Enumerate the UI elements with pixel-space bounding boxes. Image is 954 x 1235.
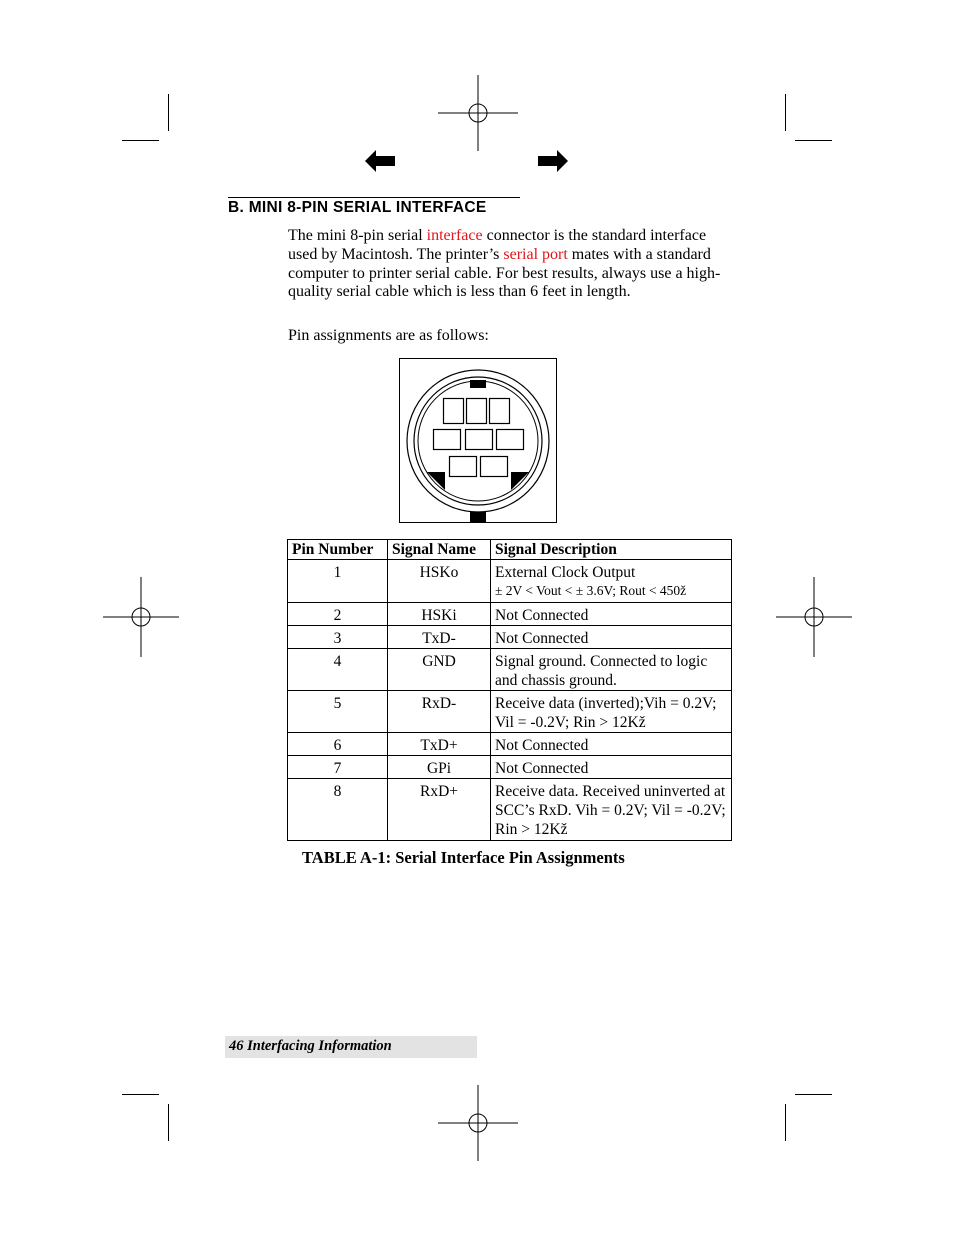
registration-mark — [101, 577, 181, 657]
description-note: ± 2V < Vout < ± 3.6V; Rout < 450ž — [495, 583, 687, 598]
signal-description: Not Connected — [491, 756, 732, 779]
signal-description: Signal ground. Connected to logic and chassis ground. — [491, 649, 732, 691]
signal-description: Not Connected — [491, 603, 732, 626]
table-row — [288, 560, 732, 603]
signal-description: Not Connected — [491, 733, 732, 756]
signal-name: TxD- — [388, 626, 491, 649]
pin-number: 5 — [288, 691, 388, 733]
crop-mark — [785, 94, 786, 131]
crop-mark — [168, 1104, 169, 1141]
table-row — [288, 626, 732, 649]
section-rule — [228, 197, 520, 198]
header-signal-description: Signal Description — [491, 540, 732, 560]
right-arrow-icon[interactable] — [538, 150, 568, 172]
registration-mark — [438, 1083, 518, 1163]
signal-name: RxD+ — [388, 779, 491, 841]
pin-number: 4 — [288, 649, 388, 691]
header-signal-name: Signal Name — [388, 540, 491, 560]
pin-number: 8 — [288, 779, 388, 841]
intro-text: mates with a standard computer to printer serial cable. For best results, always use a high-quality serial cable which is less than 6 feet in length. — [288, 245, 721, 301]
crop-mark — [122, 1094, 159, 1095]
table-header-row — [288, 540, 732, 560]
description-text: External Clock Output — [495, 564, 636, 581]
table-caption: TABLE A-1: Serial Interface Pin Assignments — [302, 848, 625, 867]
crop-mark — [168, 94, 169, 131]
crop-mark — [785, 1104, 786, 1141]
registration-mark — [438, 73, 518, 153]
table-row — [288, 603, 732, 626]
interface-link[interactable]: interface — [426, 227, 483, 244]
signal-name: HSKi — [388, 603, 491, 626]
crop-mark — [795, 140, 832, 141]
registration-mark — [774, 577, 854, 657]
table-row — [288, 756, 732, 779]
mini-din-8-connector-diagram — [399, 358, 557, 523]
signal-name: GND — [388, 649, 491, 691]
section-heading: B. MINI 8-PIN SERIAL INTERFACE — [228, 199, 487, 216]
table-row — [288, 691, 732, 733]
pin-number: 2 — [288, 603, 388, 626]
signal-name: RxD- — [388, 691, 491, 733]
signal-description: Not Connected — [491, 626, 732, 649]
pin-assignment-table — [287, 539, 732, 841]
signal-description — [491, 560, 732, 603]
signal-name: GPi — [388, 756, 491, 779]
table-row — [288, 733, 732, 756]
intro-text: The mini 8-pin serial — [288, 227, 427, 244]
pin-number: 1 — [288, 560, 388, 603]
serial-port-link[interactable]: serial port — [503, 245, 568, 263]
crop-mark — [795, 1094, 832, 1095]
signal-name: TxD+ — [388, 733, 491, 756]
left-arrow-icon[interactable] — [365, 150, 395, 172]
pin-number: 7 — [288, 756, 388, 779]
page-footer: 46 Interfacing Information — [229, 1038, 392, 1054]
table-row — [288, 649, 732, 691]
crop-mark — [122, 140, 159, 141]
pin-number: 6 — [288, 733, 388, 756]
intro-paragraph — [288, 227, 733, 302]
table-row — [288, 779, 732, 841]
signal-name: HSKo — [388, 560, 491, 603]
signal-description: Receive data. Received uninverted at SCC’s RxD. Vih = 0.2V; Vil = -0.2V; Rin > 12Kž — [491, 779, 732, 841]
intro-text: connector is the standard interface used by Macintosh. The printer’s — [288, 227, 707, 263]
pin-number: 3 — [288, 626, 388, 649]
pin-intro: Pin assignments are as follows: — [288, 327, 489, 344]
signal-description: Receive data (inverted);Vih = 0.2V; Vil = -0.2V; Rin > 12Kž — [491, 691, 732, 733]
header-pin-number: Pin Number — [288, 540, 388, 560]
